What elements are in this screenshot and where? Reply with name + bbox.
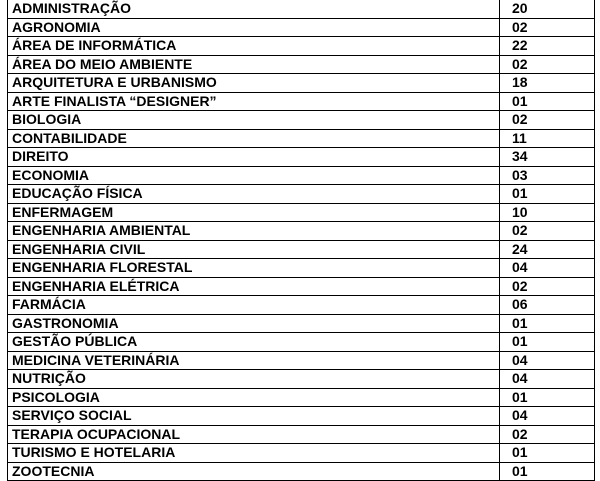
course-name-cell: DIREITO xyxy=(8,148,500,167)
course-name-cell: EDUCAÇÃO FÍSICA xyxy=(8,185,500,204)
course-count-cell: 01 xyxy=(500,388,595,407)
course-count-cell: 04 xyxy=(500,351,595,370)
course-count-cell: 01 xyxy=(500,92,595,111)
table-row xyxy=(8,407,595,426)
table-row xyxy=(8,111,595,130)
course-count-cell: 02 xyxy=(500,222,595,241)
course-name-cell: AGRONOMIA xyxy=(8,18,500,37)
course-name-cell: ENGENHARIA CIVIL xyxy=(8,240,500,259)
course-count-cell: 04 xyxy=(500,407,595,426)
table-row xyxy=(8,462,595,481)
table-row xyxy=(8,129,595,148)
course-name-cell: ADMINISTRAÇÃO xyxy=(8,0,500,18)
table-row xyxy=(8,55,595,74)
course-count-cell: 11 xyxy=(500,129,595,148)
course-name-cell: NUTRIÇÃO xyxy=(8,370,500,389)
course-count-cell: 01 xyxy=(500,462,595,481)
table-row xyxy=(8,0,595,18)
table-row xyxy=(8,333,595,352)
course-name-cell: ENGENHARIA FLORESTAL xyxy=(8,259,500,278)
course-count-cell: 01 xyxy=(500,333,595,352)
table-row xyxy=(8,18,595,37)
course-count-cell: 20 xyxy=(500,0,595,18)
course-count-cell: 22 xyxy=(500,37,595,56)
course-name-cell: PSICOLOGIA xyxy=(8,388,500,407)
table-row xyxy=(8,277,595,296)
course-name-cell: TERAPIA OCUPACIONAL xyxy=(8,425,500,444)
course-count-cell: 04 xyxy=(500,259,595,278)
courses-table-body xyxy=(8,0,595,481)
table-row xyxy=(8,388,595,407)
table-row xyxy=(8,351,595,370)
table-row xyxy=(8,92,595,111)
table-row xyxy=(8,203,595,222)
courses-table xyxy=(7,0,595,481)
course-name-cell: CONTABILIDADE xyxy=(8,129,500,148)
table-row xyxy=(8,296,595,315)
course-count-cell: 01 xyxy=(500,314,595,333)
course-name-cell: ÁREA DE INFORMÁTICA xyxy=(8,37,500,56)
course-name-cell: ZOOTECNIA xyxy=(8,462,500,481)
table-row xyxy=(8,240,595,259)
course-name-cell: ARTE FINALISTA “DESIGNER” xyxy=(8,92,500,111)
table-row xyxy=(8,259,595,278)
course-count-cell: 02 xyxy=(500,111,595,130)
table-row xyxy=(8,370,595,389)
table-row xyxy=(8,185,595,204)
course-name-cell: GESTÃO PÚBLICA xyxy=(8,333,500,352)
course-name-cell: FARMÁCIA xyxy=(8,296,500,315)
course-name-cell: ENFERMAGEM xyxy=(8,203,500,222)
table-row xyxy=(8,148,595,167)
table-row xyxy=(8,37,595,56)
course-count-cell: 03 xyxy=(500,166,595,185)
course-count-cell: 02 xyxy=(500,277,595,296)
course-name-cell: TURISMO E HOTELARIA xyxy=(8,444,500,463)
course-count-cell: 02 xyxy=(500,18,595,37)
table-row xyxy=(8,314,595,333)
table-row xyxy=(8,166,595,185)
course-count-cell: 01 xyxy=(500,185,595,204)
course-name-cell: SERVIÇO SOCIAL xyxy=(8,407,500,426)
course-count-cell: 01 xyxy=(500,444,595,463)
course-name-cell: ENGENHARIA AMBIENTAL xyxy=(8,222,500,241)
course-name-cell: GASTRONOMIA xyxy=(8,314,500,333)
course-count-cell: 06 xyxy=(500,296,595,315)
course-count-cell: 02 xyxy=(500,55,595,74)
table-row xyxy=(8,425,595,444)
course-count-cell: 10 xyxy=(500,203,595,222)
course-count-cell: 18 xyxy=(500,74,595,93)
course-name-cell: ÁREA DO MEIO AMBIENTE xyxy=(8,55,500,74)
course-name-cell: MEDICINA VETERINÁRIA xyxy=(8,351,500,370)
course-name-cell: ARQUITETURA E URBANISMO xyxy=(8,74,500,93)
table-row xyxy=(8,222,595,241)
course-name-cell: BIOLOGIA xyxy=(8,111,500,130)
table-row xyxy=(8,74,595,93)
course-name-cell: ECONOMIA xyxy=(8,166,500,185)
course-count-cell: 02 xyxy=(500,425,595,444)
course-count-cell: 34 xyxy=(500,148,595,167)
course-name-cell: ENGENHARIA ELÉTRICA xyxy=(8,277,500,296)
table-row xyxy=(8,444,595,463)
course-count-cell: 24 xyxy=(500,240,595,259)
course-count-cell: 04 xyxy=(500,370,595,389)
